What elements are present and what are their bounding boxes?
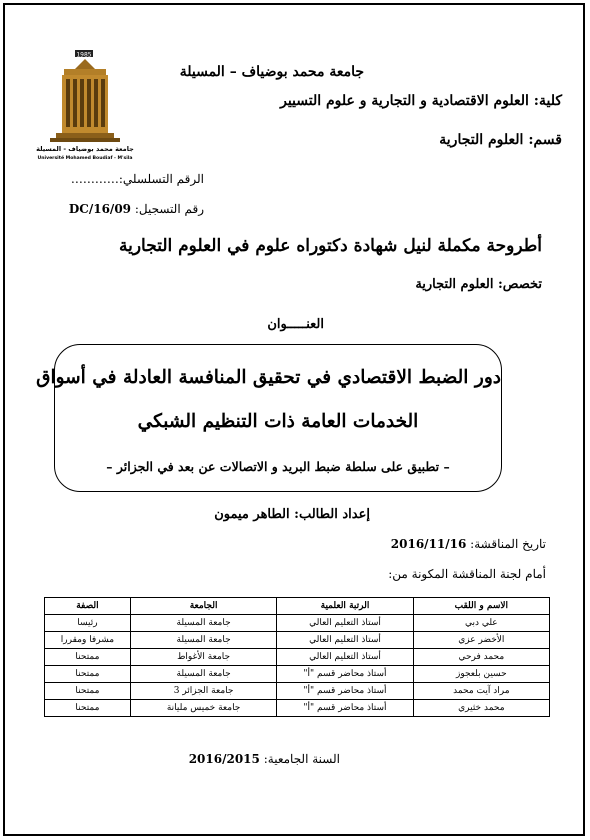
academic-year [189, 752, 340, 766]
university-name: جامعة محمد بوضياف – المسيلة [179, 64, 364, 80]
header-university: الجامعة [130, 598, 276, 615]
cell-university: جامعة المسيلة [130, 615, 276, 632]
cell-rank: أستاذ محاضر قسم "أ" [277, 700, 413, 717]
cell-university: جامعة الجزائر 3 [130, 683, 276, 700]
cell-role: ممتحنا [45, 683, 131, 700]
table-row [45, 666, 550, 683]
logo-year: 1985 [76, 51, 92, 59]
table-row [45, 615, 550, 632]
thesis-title-line2: الخدمات العامة ذات التنظيم الشبكي [137, 411, 419, 432]
cell-university: جامعة المسيلة [130, 632, 276, 649]
cell-name: الأخضر عزي [413, 632, 549, 649]
department-name: قسم: العلوم التجارية [439, 132, 562, 148]
table-row [45, 632, 550, 649]
cell-role: مشرفا ومقررا [45, 632, 131, 649]
table-header-row [45, 598, 550, 615]
table-row [45, 683, 550, 700]
committee-table [44, 597, 550, 717]
cell-role: ممتحنا [45, 666, 131, 683]
cell-university: جامعة المسيلة [130, 666, 276, 683]
logo-caption-ar: جامعة محمد بوضياف - المسيلة [36, 145, 134, 153]
cell-name: علي دبي [413, 615, 549, 632]
registration-number [69, 202, 204, 216]
cell-rank: أستاذ التعليم العالي [277, 615, 413, 632]
university-logo [36, 47, 134, 163]
student-name: إعداد الطالب: الطاهر ميمون [214, 507, 370, 522]
faculty-name: كلية: العلوم الاقتصادية و التجارية و علوم التسيير [280, 93, 562, 109]
cell-university: جامعة الأغواط [130, 649, 276, 666]
thesis-subtitle: – تطبيق على سلطة ضبط البريد و الاتصالات عن بعد في الجزائر – [106, 459, 450, 474]
cell-name: مراد آيت محمد [413, 683, 549, 700]
header-rank: الرتبة العلمية [277, 598, 413, 615]
cell-name: محمد فرحي [413, 649, 549, 666]
thesis-title-line1: دور الضبط الاقتصادي في تحقيق المنافسة العادلة في أسواق [36, 367, 501, 388]
header-name: الاسم و اللقب [413, 598, 549, 615]
cell-university: جامعة خميس مليانة [130, 700, 276, 717]
thesis-title-box [36, 344, 502, 492]
table-row [45, 700, 550, 717]
defense-date-value: 2016/11/16 [390, 537, 467, 551]
cell-role: رئيسا [45, 615, 131, 632]
specialty: تخصص: العلوم التجارية [415, 277, 542, 292]
title-label: العنـــــوان [267, 317, 324, 332]
cell-rank: أستاذ محاضر قسم "أ" [277, 683, 413, 700]
cell-name: حسين بلعجوز [413, 666, 549, 683]
academic-year-value: 2016/2015 [188, 752, 260, 766]
cell-rank: أستاذ التعليم العالي [277, 632, 413, 649]
registration-value: DC/16/09 [68, 202, 132, 216]
cell-rank: أستاذ محاضر قسم "أ" [277, 666, 413, 683]
cell-role: ممتحنا [45, 649, 131, 666]
cell-name: محمد خثيري [413, 700, 549, 717]
logo-caption-fr: Université Mohamed Boudiaf - M'sila [37, 156, 133, 161]
committee-heading: أمام لجنة المناقشة المكونة من: [388, 567, 546, 581]
table-row [45, 649, 550, 666]
serial-number: الرقم التسلسلي:………… [70, 172, 204, 186]
defense-date-label: تاريخ المناقشة: [470, 537, 546, 551]
registration-label: رقم التسجيل: [134, 202, 204, 216]
defense-date [391, 537, 546, 551]
header-role: الصفة [45, 598, 131, 615]
academic-year-label: السنة الجامعية: [263, 752, 340, 766]
cell-role: ممتحنا [45, 700, 131, 717]
thesis-type: أطروحة مكملة لنيل شهادة دكتوراه علوم في العلوم التجارية [119, 236, 542, 256]
cell-rank: أستاذ التعليم العالي [277, 649, 413, 666]
